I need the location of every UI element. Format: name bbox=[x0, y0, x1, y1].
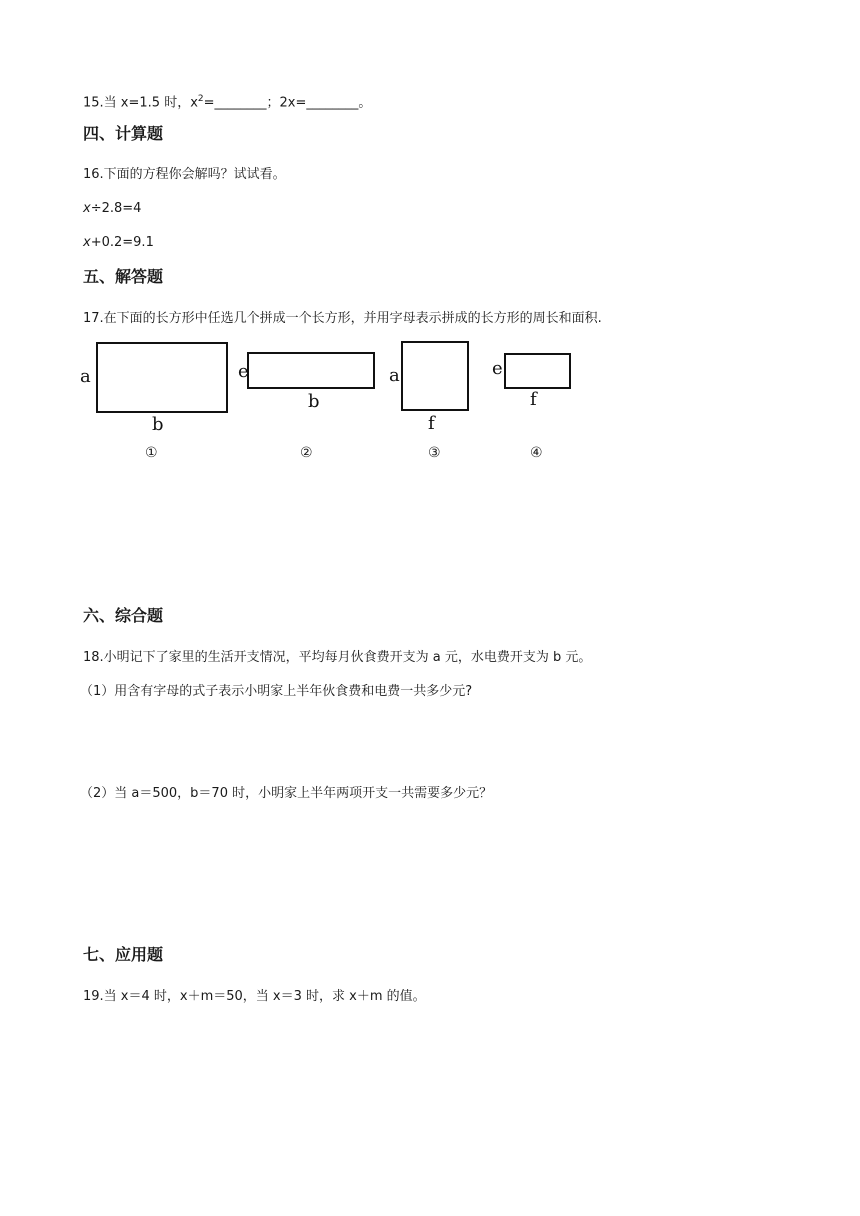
question-15 bbox=[83, 90, 371, 112]
eq1-rest: ÷2.8=4 bbox=[90, 201, 142, 216]
question-18-part-2: （2）当 a＝500，b＝70 时，小明家上半年两项开支一共需要多少元？ bbox=[80, 786, 493, 801]
rect-1-side-label: a bbox=[80, 366, 91, 387]
eq2-variable: x bbox=[83, 235, 91, 250]
rect-3-number: ③ bbox=[428, 445, 441, 461]
question-19-prompt: 19.当 x＝4 时，x＋m＝50，当 x＝3 时，求 x＋m 的值。 bbox=[83, 989, 426, 1004]
question-18-prompt: 18.小明记下了家里的生活开支情况，平均每月伙食费开支为 a 元，水电费开支为 b 元。 bbox=[83, 650, 592, 665]
question-16-equation-1 bbox=[83, 200, 141, 218]
q15-superscript: 2 bbox=[197, 94, 204, 104]
question-16-prompt: 16.下面的方程你会解吗？试试看。 bbox=[83, 167, 286, 182]
rect-1-number: ① bbox=[145, 445, 158, 461]
section-6-heading: 六、综合题 bbox=[83, 606, 164, 625]
section-7-heading: 七、应用题 bbox=[83, 945, 164, 964]
rectangle-1 bbox=[97, 343, 227, 412]
rect-4-number: ④ bbox=[530, 445, 543, 461]
section-4-heading: 四、计算题 bbox=[83, 124, 164, 143]
question-16-equation-2 bbox=[83, 234, 154, 252]
rect-4-bottom-label: f bbox=[530, 389, 537, 410]
eq1-variable: x bbox=[83, 201, 91, 216]
eq2-rest: +0.2=9.1 bbox=[90, 235, 154, 250]
section-5-heading: 五、解答题 bbox=[83, 267, 164, 286]
q15-text-post: =________；2x=________。 bbox=[203, 95, 372, 111]
rect-4-side-label: e bbox=[492, 358, 503, 379]
rect-1-bottom-label: b bbox=[152, 414, 164, 435]
rect-2-number: ② bbox=[300, 445, 313, 461]
question-18-part-1: （1）用含有字母的式子表示小明家上半年伙食费和电费一共多少元? bbox=[80, 684, 473, 699]
rect-3-side-label: a bbox=[389, 365, 400, 386]
rect-2-bottom-label: b bbox=[308, 391, 320, 412]
q15-text-pre: 15.当 x=1.5 时，x bbox=[83, 95, 198, 111]
rect-3-bottom-label: f bbox=[428, 413, 435, 434]
rectangle-4 bbox=[505, 354, 570, 388]
rectangle-3 bbox=[402, 342, 468, 410]
question-17-prompt: 17.在下面的长方形中任选几个拼成一个长方形，并用字母表示拼成的长方形的周长和面积. bbox=[83, 311, 602, 326]
rect-2-side-label: e bbox=[238, 361, 249, 382]
rectangle-2 bbox=[248, 353, 374, 388]
rectangles-figure bbox=[80, 335, 580, 470]
